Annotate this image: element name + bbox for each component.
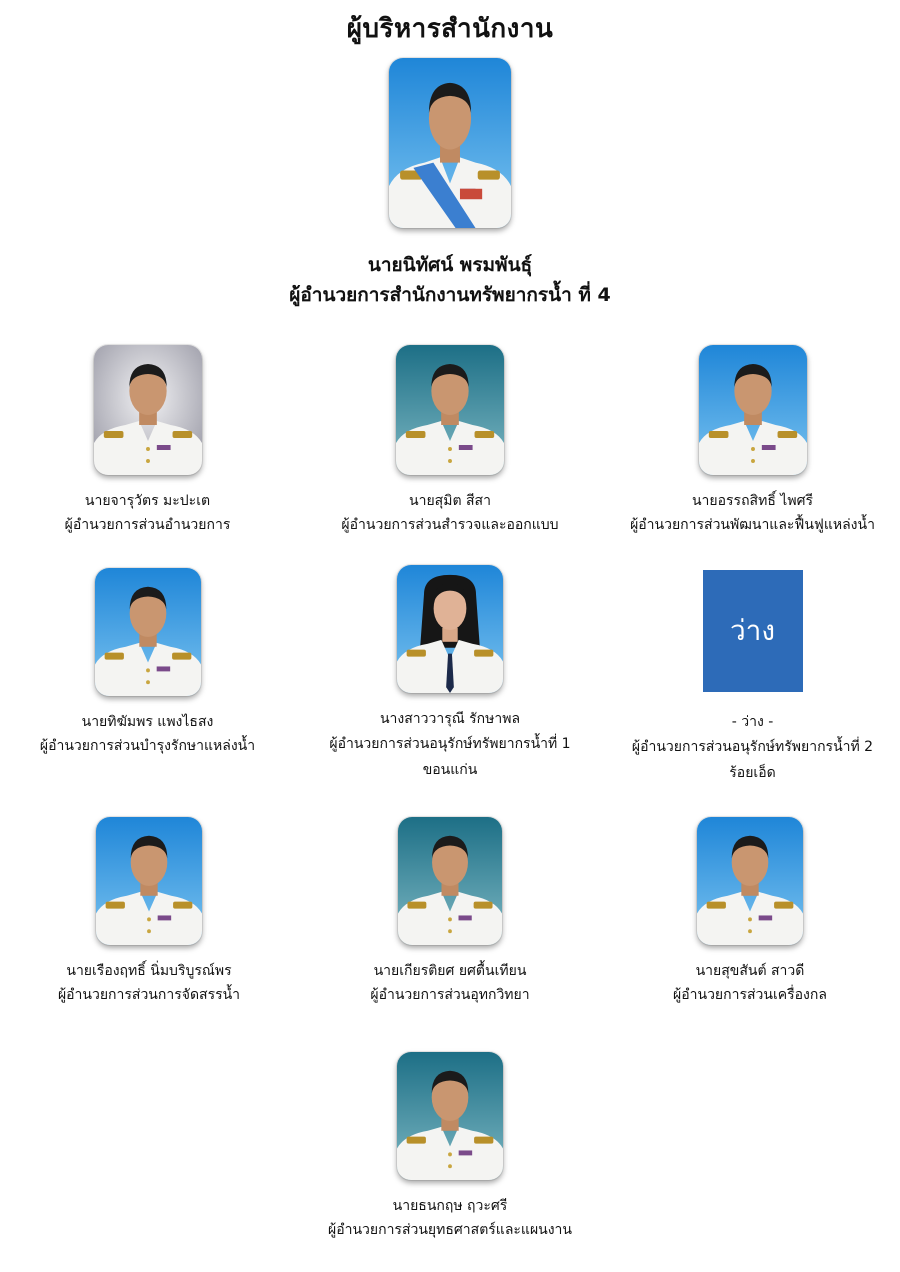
staff-card [300, 1052, 600, 1242]
chief-photo [389, 58, 511, 228]
staff-card [0, 568, 295, 758]
staff-position: ผู้อำนวยการส่วนเครื่องกล [673, 987, 827, 1003]
staff-photo [96, 817, 202, 945]
staff-card [300, 565, 600, 783]
staff-position: ผู้อำนวยการส่วนอำนวยการ [64, 517, 231, 533]
staff-photo [95, 568, 201, 696]
staff-position: ผู้อำนวยการส่วนอุทกวิทยา [370, 987, 530, 1003]
page-title: ผู้บริหารสำนักงาน [346, 14, 554, 44]
staff-card [300, 345, 600, 537]
staff-photo [396, 345, 504, 475]
staff-position: ผู้อำนวยการส่วนยุทธศาสตร์และแผนงาน [327, 1222, 572, 1238]
staff-name: นายทิฆัมพร แพงไธสง [81, 714, 214, 730]
staff-photo [398, 817, 502, 945]
staff-name: นางสาววารุณี รักษาพล [379, 711, 521, 727]
staff-photo [397, 565, 503, 693]
chief-position: ผู้อำนวยการสำนักงานทรัพยากรน้ำ ที่ 4 [289, 284, 611, 306]
staff-name: นายสุขสันต์ สาวดี [695, 963, 805, 979]
staff-name: - ว่าง - [731, 714, 774, 730]
staff-position: ผู้อำนวยการส่วนบำรุงรักษาแหล่งน้ำ [39, 738, 256, 754]
vacant-photo [703, 570, 803, 692]
vacant-label: ว่าง [703, 570, 803, 692]
staff-card [300, 817, 600, 1007]
staff-name: นายอรรถสิทธิ์ ไพศรี [691, 493, 813, 509]
staff-photo [397, 1052, 503, 1180]
staff-position: ผู้อำนวยการส่วนการจัดสรรน้ำ [57, 987, 241, 1003]
staff-card [0, 817, 298, 1007]
staff-position: ผู้อำนวยการส่วนพัฒนาและฟื้นฟูแหล่งน้ำ [630, 517, 875, 533]
staff-photo [94, 345, 202, 475]
staff-position-line2: ร้อยเอ็ด [729, 765, 776, 781]
staff-name: นายสุมิต สีสา [409, 493, 491, 509]
staff-card [0, 345, 295, 537]
staff-name: นายเรืองฤทธิ์ นิ่มบริบูรณ์พร [66, 963, 232, 979]
staff-card [605, 345, 900, 537]
staff-name: นายธนกฤษ ฤวะศรี [392, 1198, 508, 1214]
staff-photo [697, 817, 803, 945]
staff-position: ผู้อำนวยการส่วนอนุรักษ์ทรัพยากรน้ำที่ 1 [329, 736, 571, 752]
chief-card [250, 58, 650, 310]
staff-name: นายจารุวัตร มะปะเต [84, 493, 211, 509]
staff-position: ผู้อำนวยการส่วนสำรวจและออกแบบ [341, 517, 559, 533]
staff-card-vacant [605, 570, 900, 786]
chief-name: นายนิทัศน์ พรมพันธุ์ [367, 254, 533, 276]
staff-photo [699, 345, 807, 475]
staff-card [600, 817, 900, 1007]
staff-position: ผู้อำนวยการส่วนอนุรักษ์ทรัพยากรน้ำที่ 2 [631, 739, 874, 755]
staff-position-line2: ขอนแก่น [422, 762, 478, 778]
staff-name: นายเกียรติยศ ยศตื้นเทียน [373, 963, 527, 979]
